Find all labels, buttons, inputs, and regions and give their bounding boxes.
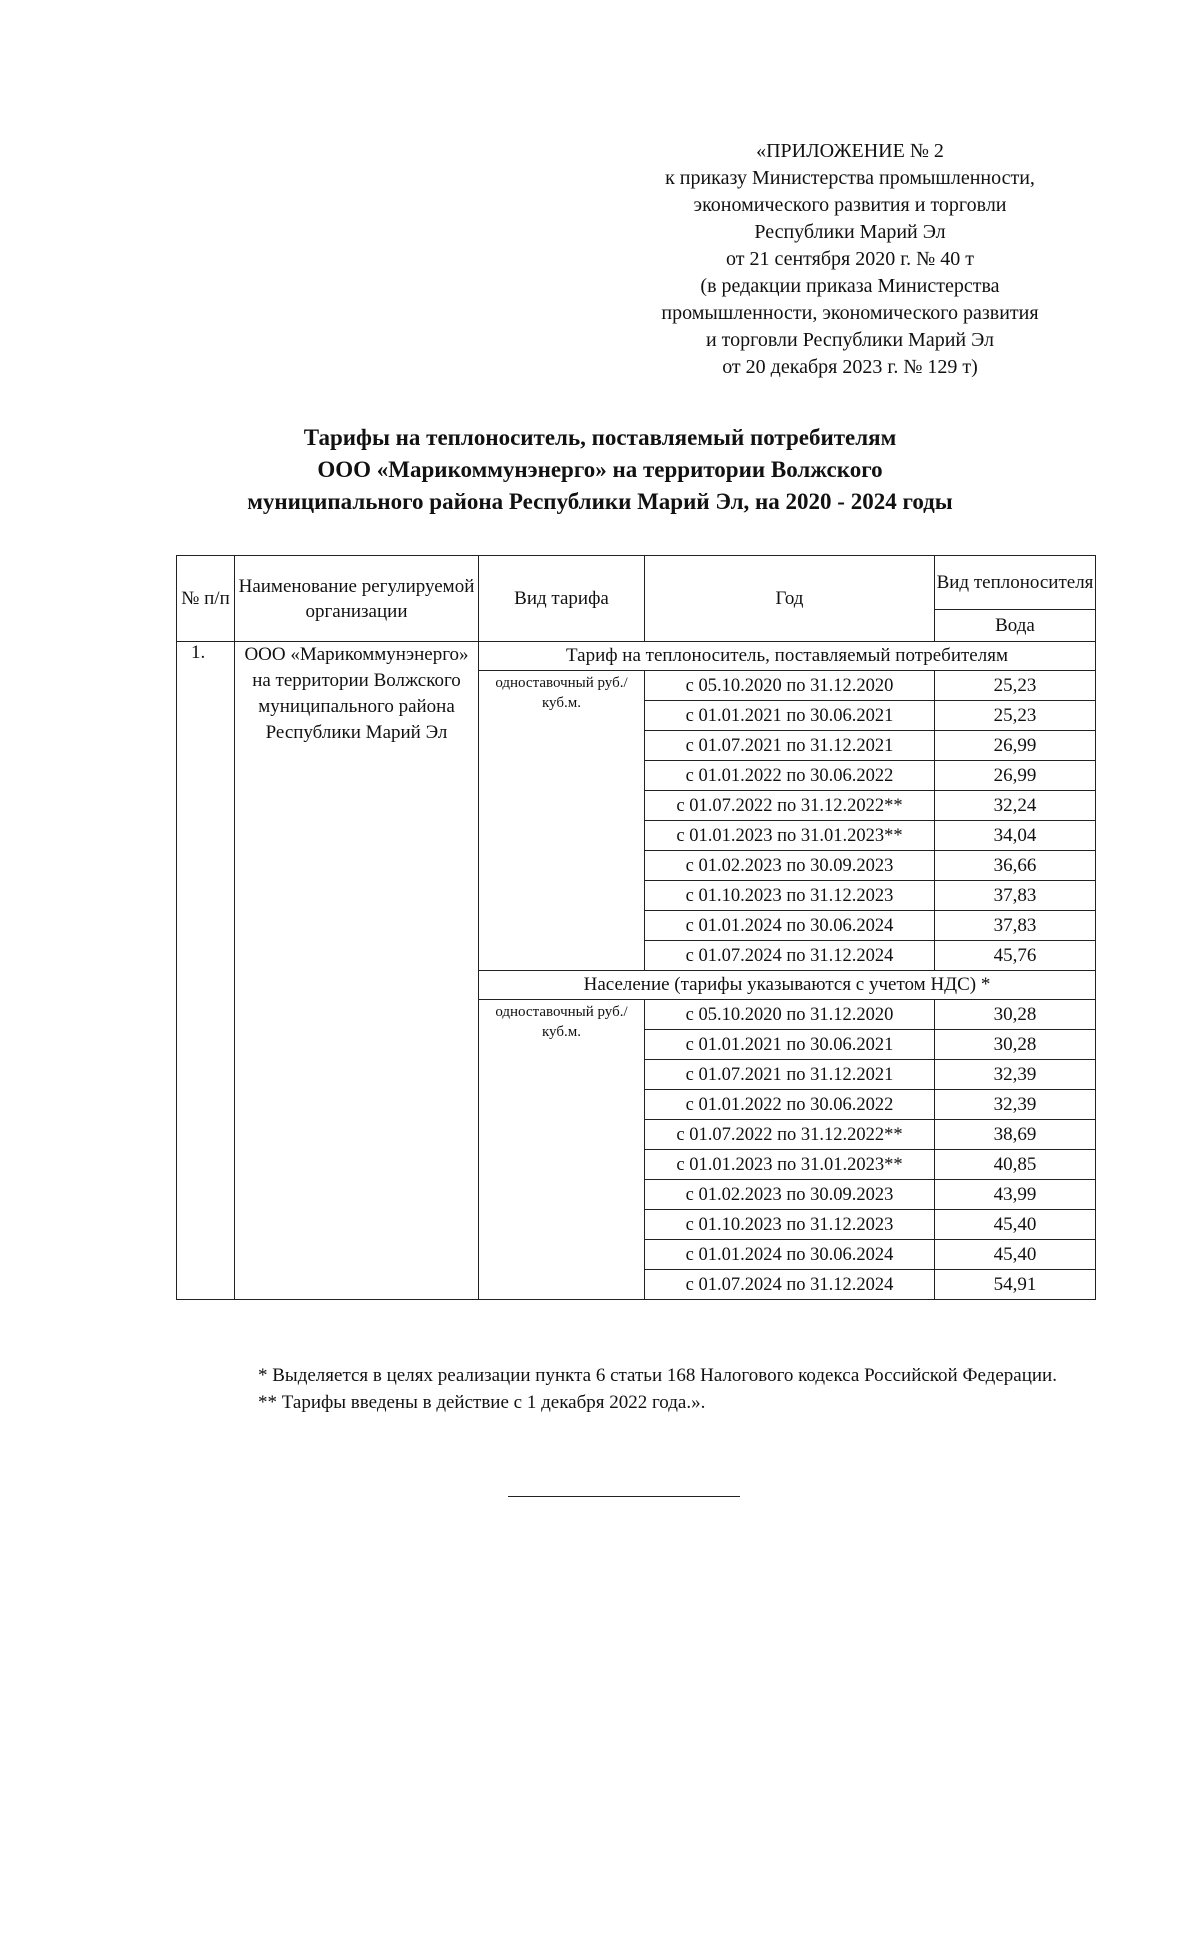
row-number: 1.: [177, 642, 235, 1300]
tariff-kind: одноставочный руб./куб.м.: [479, 1000, 645, 1300]
period-cell: с 01.01.2021 по 30.06.2021: [645, 701, 935, 731]
appendix-line: к приказу Министерства промышленности,: [665, 167, 1035, 189]
value-cell: 26,99: [935, 761, 1096, 791]
tariff-table: [176, 555, 1096, 1300]
period-cell: с 01.07.2021 по 31.12.2021: [645, 731, 935, 761]
header-organization: Наименование регулируемой организации: [235, 556, 479, 642]
period-cell: с 01.07.2024 по 31.12.2024: [645, 1270, 935, 1300]
period-cell: с 01.02.2023 по 30.09.2023: [645, 1180, 935, 1210]
appendix-line: Республики Марий Эл: [754, 221, 946, 243]
period-cell: с 01.01.2022 по 30.06.2022: [645, 761, 935, 791]
value-cell: 43,99: [935, 1180, 1096, 1210]
appendix-line: «ПРИЛОЖЕНИЕ № 2: [756, 140, 944, 162]
period-cell: с 01.01.2021 по 30.06.2021: [645, 1030, 935, 1060]
appendix-line: от 21 сентября 2020 г. № 40 т: [726, 248, 974, 270]
value-cell: 25,23: [935, 671, 1096, 701]
appendix-line: и торговли Республики Марий Эл: [705, 329, 995, 351]
document-title: [100, 422, 1100, 518]
period-cell: с 01.07.2022 по 31.12.2022**: [645, 791, 935, 821]
end-divider: [508, 1496, 740, 1497]
appendix-block: [630, 138, 1070, 381]
period-cell: с 05.10.2020 по 31.12.2020: [645, 671, 935, 701]
value-cell: 30,28: [935, 1000, 1096, 1030]
value-cell: 34,04: [935, 821, 1096, 851]
value-cell: 45,76: [935, 941, 1096, 971]
tariff-kind: одноставочный руб./куб.м.: [479, 671, 645, 971]
period-cell: с 01.07.2024 по 31.12.2024: [645, 941, 935, 971]
value-cell: 30,28: [935, 1030, 1096, 1060]
appendix-line: (в редакции приказа Министерства: [700, 275, 1000, 297]
period-cell: с 01.01.2023 по 31.01.2023**: [645, 821, 935, 851]
header-carrier-water: Вода: [935, 610, 1096, 642]
period-cell: с 01.07.2021 по 31.12.2021: [645, 1060, 935, 1090]
period-cell: с 01.01.2024 по 30.06.2024: [645, 1240, 935, 1270]
value-cell: 37,83: [935, 911, 1096, 941]
period-cell: с 01.01.2022 по 30.06.2022: [645, 1090, 935, 1120]
section-title: Тариф на теплоноситель, поставляемый потребителям: [479, 642, 1096, 671]
footnote-effective-date: ** Тарифы введены в действие с 1 декабря 2022 года.».: [258, 1392, 706, 1413]
period-cell: с 01.10.2023 по 31.12.2023: [645, 881, 935, 911]
header-year: Год: [645, 556, 935, 642]
section-row: [177, 642, 1096, 671]
value-cell: 40,85: [935, 1150, 1096, 1180]
value-cell: 25,23: [935, 701, 1096, 731]
value-cell: 36,66: [935, 851, 1096, 881]
header-carrier: Вид теплоносителя: [935, 556, 1096, 610]
appendix-line: промышленности, экономического развития: [661, 302, 1039, 324]
value-cell: 38,69: [935, 1120, 1096, 1150]
value-cell: 54,91: [935, 1270, 1096, 1300]
title-line: ООО «Марикоммунэнерго» на территории Волжского: [317, 457, 883, 482]
title-line: муниципального района Республики Марий Эл, на 2020 - 2024 годы: [247, 489, 953, 514]
appendix-line: от 20 декабря 2023 г. № 129 т): [722, 356, 978, 378]
period-cell: с 01.02.2023 по 30.09.2023: [645, 851, 935, 881]
value-cell: 26,99: [935, 731, 1096, 761]
period-cell: с 01.01.2024 по 30.06.2024: [645, 911, 935, 941]
period-cell: с 01.10.2023 по 31.12.2023: [645, 1210, 935, 1240]
period-cell: с 01.07.2022 по 31.12.2022**: [645, 1120, 935, 1150]
period-cell: с 05.10.2020 по 31.12.2020: [645, 1000, 935, 1030]
header-tariff-kind: Вид тарифа: [479, 556, 645, 642]
title-line: Тарифы на теплоноситель, поставляемый потребителям: [303, 425, 897, 450]
appendix-line: экономического развития и торговли: [693, 194, 1007, 216]
header-num: № п/п: [177, 556, 235, 642]
value-cell: 45,40: [935, 1210, 1096, 1240]
value-cell: 32,39: [935, 1090, 1096, 1120]
value-cell: 37,83: [935, 881, 1096, 911]
period-cell: с 01.01.2023 по 31.01.2023**: [645, 1150, 935, 1180]
value-cell: 45,40: [935, 1240, 1096, 1270]
footnote-vat: * Выделяется в целях реализации пункта 6 статьи 168 Налогового кодекса Российской Федерации.: [258, 1365, 1057, 1386]
section-title: Население (тарифы указываются с учетом НДС) *: [479, 971, 1096, 1000]
organization-name: ООО «Марикоммунэнерго» на территории Волжского муниципального района Республики Марий Эл: [235, 642, 479, 1300]
footnotes: [203, 1362, 1083, 1416]
value-cell: 32,39: [935, 1060, 1096, 1090]
value-cell: 32,24: [935, 791, 1096, 821]
